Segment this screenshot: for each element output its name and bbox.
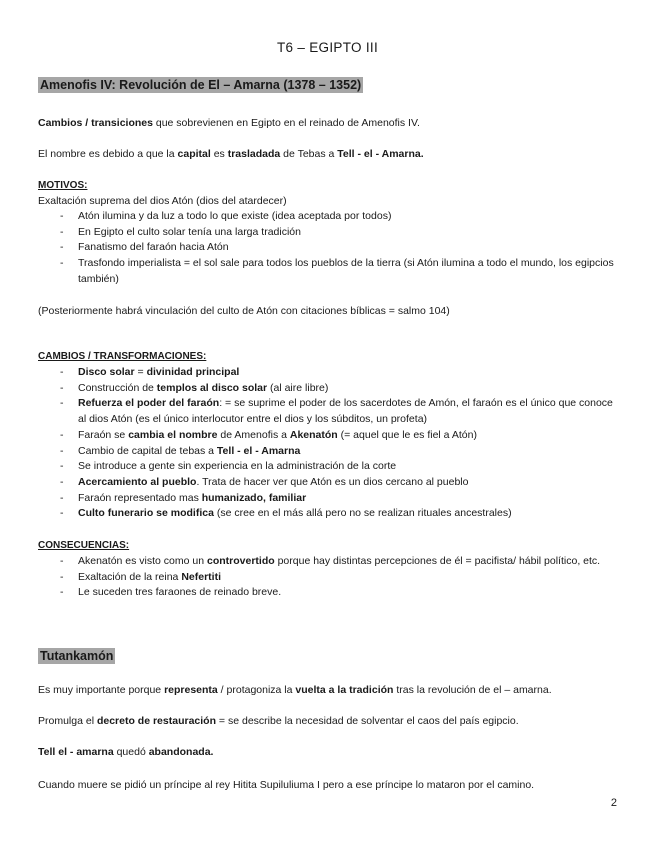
list-item: - Culto funerario se modifica (se cree en el más allá pero no se realizan rituales ancestrales) — [0, 506, 618, 522]
paragraph-tutankamon-representa: Es muy importante porque representa / protagoniza la vuelta a la tradición tras la revolución de el – amarna. — [38, 684, 552, 696]
list-item: - Faraón se cambia el nombre de Amenofis a Akenatón (= aquel que le es fiel a Atón) — [0, 428, 618, 444]
list-item: - Le suceden tres faraones de reinado breve. — [0, 585, 618, 601]
list-item: - Acercamiento al pueblo. Trata de hacer ver que Atón es un dios cercano al pueblo — [0, 475, 618, 491]
note-salmo: (Posteriormente habrá vinculación del culto de Atón con citaciones bíblicas = salmo 104) — [38, 305, 450, 317]
list-item: - Faraón representado mas humanizado, familiar — [0, 491, 618, 507]
page-number: 2 — [610, 797, 617, 809]
section-heading-amenofis: Amenofis IV: Revolución de El – Amarna (1378 – 1352) — [40, 78, 362, 92]
list-item: - Trasfondo imperialista = el sol sale para todos los pueblos de la tierra (si Atón ilumina a todo el mundo, los egipcios también) — [0, 256, 618, 287]
list-item: - Se introduce a gente sin experiencia en la administración de la corte — [0, 459, 618, 475]
cambios-list — [0, 365, 618, 522]
list-item: - Fanatismo del faraón hacia Atón — [0, 240, 618, 256]
paragraph-nombre-capital: El nombre es debido a que la capital es trasladada de Tebas a Tell - el - Amarna. — [38, 148, 424, 160]
list-item: - Construcción de templos al disco solar (al aire libre) — [0, 381, 618, 397]
list-item: - En Egipto el culto solar tenía una larga tradición — [0, 225, 618, 241]
list-item: - Refuerza el poder del faraón: = se suprime el poder de los sacerdotes de Amón, el faraón es el único que conoce al dios Atón (es el único interlocutor entre el dios y los súbditos, un profeta) — [0, 396, 618, 427]
motivos-intro: Exaltación suprema del dios Atón (dios del atardecer) — [38, 195, 287, 207]
page-title: T6 – EGIPTO III — [276, 40, 379, 55]
paragraph-decreto: Promulga el decreto de restauración = se describe la necesidad de solventar el caos del país egipcio. — [38, 715, 519, 727]
motivos-list — [0, 209, 618, 288]
list-item: - Cambio de capital de tebas a Tell - el - Amarna — [0, 444, 618, 460]
list-item: - Exaltación de la reina Nefertiti — [0, 570, 618, 586]
consecuencias-list — [0, 554, 618, 601]
list-item: - Atón ilumina y da luz a todo lo que existe (idea aceptada por todos) — [0, 209, 618, 225]
motivos-label: MOTIVOS: — [38, 180, 88, 191]
consecuencias-label: CONSECUENCIAS: — [38, 540, 130, 551]
section-heading-tutankamon: Tutankamón — [40, 649, 114, 663]
paragraph-abandonada: Tell el - amarna quedó abandonada. — [38, 746, 214, 758]
list-item: - Disco solar = divinidad principal — [0, 365, 618, 381]
paragraph-principe-hitita: Cuando muere se pidió un príncipe al rey Hitita Supiluliuma I pero a ese príncipe lo mataron por el camino. — [38, 779, 535, 791]
paragraph-cambios-transiciones: Cambios / transiciones que sobrevienen en Egipto en el reinado de Amenofis IV. — [38, 117, 420, 129]
list-item: - Akenatón es visto como un controvertido porque hay distintas percepciones de él = pacifista/ hábil político, etc. — [0, 554, 618, 570]
cambios-label: CAMBIOS / TRANSFORMACIONES: — [38, 351, 207, 362]
